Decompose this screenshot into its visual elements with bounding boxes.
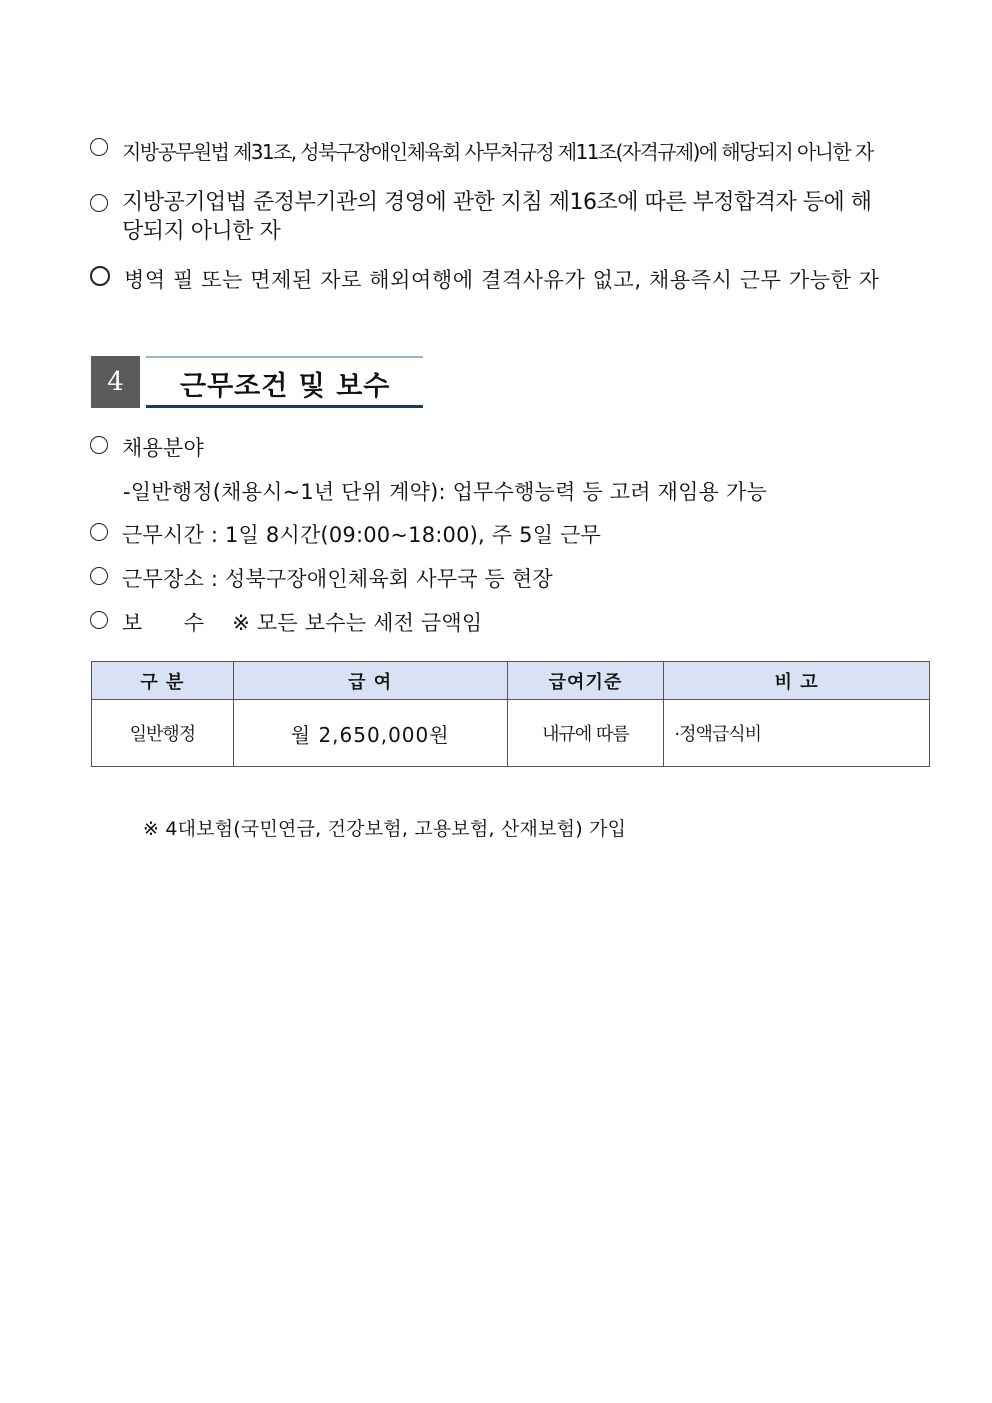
eligibility-item-2	[90, 188, 872, 246]
eligibility-text-2a: 지방공기업법 준정부기관의 경영에 관한 지침 제16조에 따른 부정합격자 등에 해	[122, 190, 872, 215]
bullet-circle-icon	[90, 138, 108, 156]
table-header-salary: 급 여	[233, 662, 507, 700]
field-detail: -일반행정(채용시~1년 단위 계약): 업무수행능력 등 고려 재임용 가능	[123, 480, 767, 504]
cell-salary: 월 2,650,000원	[233, 700, 507, 767]
table-header-remarks: 비 고	[664, 662, 930, 700]
field-sub-item	[123, 476, 767, 506]
cell-category: 일반행정	[92, 700, 234, 767]
eligibility-text-3: 병역 필 또는 면제된 자로 해외여행에 결격사유가 없고, 채용즉시 근무 가능한 자	[124, 268, 880, 292]
cell-basis: 내규에 따름	[507, 700, 664, 767]
hours-item	[90, 519, 601, 549]
bullet-circle-icon	[90, 266, 110, 286]
bullet-circle-icon	[90, 523, 108, 541]
section-title: 근무조건 및 보수	[180, 371, 391, 402]
pay-item	[90, 607, 482, 637]
insurance-footnote: ※ 4대보험(국민연금, 건강보험, 고용보험, 산재보험) 가입	[143, 818, 627, 840]
pay-note: ※ 모든 보수는 세전 금액임	[232, 611, 483, 635]
eligibility-item-1	[90, 136, 873, 165]
table-row	[92, 700, 930, 767]
table-header-basis: 급여기준	[507, 662, 664, 700]
table-header-row	[92, 662, 930, 700]
eligibility-text-1: 지방공무원법 제31조, 성북구장애인체육회 사무처규정 제11조(자격규제)에 해당되지 아니한 자	[122, 140, 873, 164]
eligibility-item-3	[90, 264, 880, 294]
bullet-circle-icon	[90, 567, 108, 585]
bullet-circle-icon	[90, 436, 108, 454]
field-item	[90, 432, 204, 462]
bullet-circle-icon	[90, 611, 108, 629]
table-header-category: 구 분	[92, 662, 234, 700]
place-text: 근무장소 : 성북구장애인체육회 사무국 등 현장	[122, 567, 553, 591]
pay-table	[91, 661, 930, 767]
pay-label: 보 수	[122, 611, 205, 635]
place-item	[90, 563, 553, 593]
section-number: 4	[91, 356, 140, 408]
eligibility-text-2b: 당되지 아니한 자	[122, 219, 281, 244]
bullet-circle-icon	[90, 194, 108, 212]
cell-remarks: ·정액급식비	[664, 700, 930, 767]
hours-text: 근무시간 : 1일 8시간(09:00~18:00), 주 5일 근무	[122, 523, 602, 547]
field-label: 채용분야	[122, 436, 204, 460]
